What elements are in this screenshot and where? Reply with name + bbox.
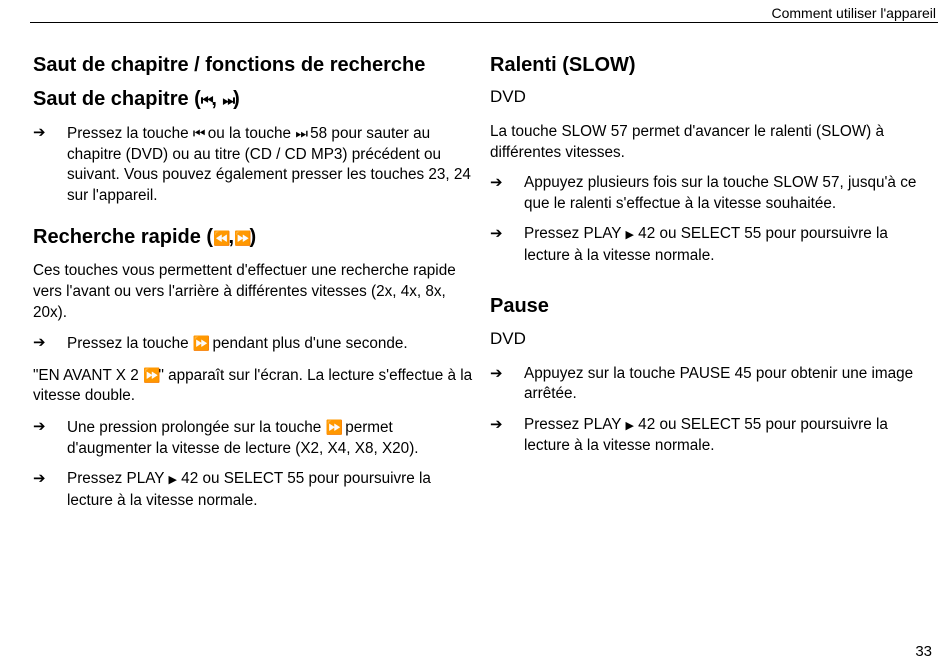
text: 42 ou SELECT 55 pour poursuivre la lecture à la vitesse normale.	[524, 415, 888, 455]
skip-next-icon: ⏭	[222, 92, 234, 108]
fast-forward-icon: ⏩	[325, 418, 341, 435]
heading-separator: ,	[211, 88, 223, 110]
pause-bullet-1	[490, 364, 930, 405]
search-heading	[33, 224, 473, 251]
header-rule	[30, 22, 938, 23]
text: pendant plus d'une seconde.	[208, 335, 408, 353]
pause-bullet-2	[490, 415, 930, 457]
text: Pressez PLAY	[524, 225, 626, 243]
arrow-icon: ➔	[490, 364, 503, 382]
text: 58 pour sauter au chapitre (DVD) ou au titre (CD / CD MP3) précédent ou suivant. Vous pouvez également presser les touches 23, 24 sur l'appareil.	[67, 125, 471, 204]
play-icon: ▶	[625, 229, 634, 242]
text: Pressez la touche	[67, 335, 193, 353]
left-column	[33, 52, 473, 511]
text: Une pression prolongée sur la touche	[67, 418, 326, 436]
skip-prev-icon: ⏮	[192, 125, 204, 141]
arrow-icon: ➔	[490, 225, 503, 243]
arrow-icon: ➔	[33, 470, 46, 488]
chapter-bullet	[33, 123, 473, 206]
fast-forward-icon: ⏩	[234, 230, 250, 247]
fast-forward-icon: ⏩	[192, 335, 209, 352]
arrow-icon: ➔	[490, 415, 503, 433]
slow-bullet-1	[490, 173, 930, 214]
search-note	[33, 365, 473, 407]
heading-suffix: )	[233, 88, 240, 110]
search-heading-text: Recherche rapide (	[33, 226, 214, 249]
chapter-heading-text: Saut de chapitre (	[33, 88, 201, 110]
text: " apparaît sur l'écran. La lecture s'effectue à la vitesse double.	[33, 366, 473, 405]
text: Appuyez sur la touche PAUSE 45 pour obtenir une image arrêtée.	[524, 364, 914, 403]
text: 42 ou SELECT 55 pour poursuivre la lecture à la vitesse normale.	[67, 470, 431, 509]
text: "EN AVANT X 2	[33, 366, 143, 384]
arrow-icon: ➔	[490, 174, 503, 192]
text: Appuyez plusieurs fois sur la touche SLOW 57, jusqu'à ce que le ralenti s'effectue à la vitesse souhaitée.	[524, 174, 917, 212]
chapter-heading	[33, 86, 473, 113]
search-intro: Ces touches vous permettent d'effectuer une recherche rapide vers l'avant ou vers l'arrière à différentes vitesses (2x, 4x, 8x, 20x).	[33, 262, 456, 321]
search-bullet-3	[33, 469, 473, 511]
right-column	[490, 52, 930, 457]
pause-sub: DVD	[490, 328, 526, 348]
text: Pressez PLAY	[67, 470, 169, 488]
search-bullet-2	[33, 417, 473, 459]
text: 42 ou SELECT 55 pour poursuivre la lecture à la vitesse normale.	[524, 225, 888, 264]
text: Pressez PLAY	[524, 415, 626, 433]
play-icon: ▶	[168, 474, 177, 487]
text: ou la touche	[203, 125, 296, 142]
skip-prev-icon: ⏮	[200, 92, 212, 108]
heading-separator: ,	[228, 226, 235, 249]
rewind-icon: ⏪	[213, 230, 229, 247]
arrow-icon: ➔	[33, 334, 46, 352]
play-icon: ▶	[625, 419, 634, 432]
heading-suffix: )	[249, 226, 257, 249]
fast-forward-icon: ⏩	[143, 366, 159, 383]
running-header: Comment utiliser l'appareil	[771, 5, 936, 21]
page-number: 33	[915, 643, 932, 660]
pause-heading: Pause	[490, 294, 549, 317]
text: Pressez la touche	[67, 125, 193, 142]
slow-heading: Ralenti (SLOW)	[490, 54, 636, 76]
slow-sub: DVD	[490, 87, 526, 106]
skip-next-icon: ⏭	[295, 125, 306, 141]
arrow-icon: ➔	[33, 124, 46, 141]
text: permet d'augmenter la vitesse de lecture (X2, X4, X8, X20).	[67, 418, 419, 457]
slow-bullet-2	[490, 224, 930, 266]
arrow-icon: ➔	[33, 417, 46, 435]
section-title: Saut de chapitre / fonctions de recherche	[33, 54, 426, 76]
slow-intro: La touche SLOW 57 permet d'avancer le ralenti (SLOW) à différentes vitesses.	[490, 123, 885, 161]
search-bullet-1	[33, 333, 473, 355]
